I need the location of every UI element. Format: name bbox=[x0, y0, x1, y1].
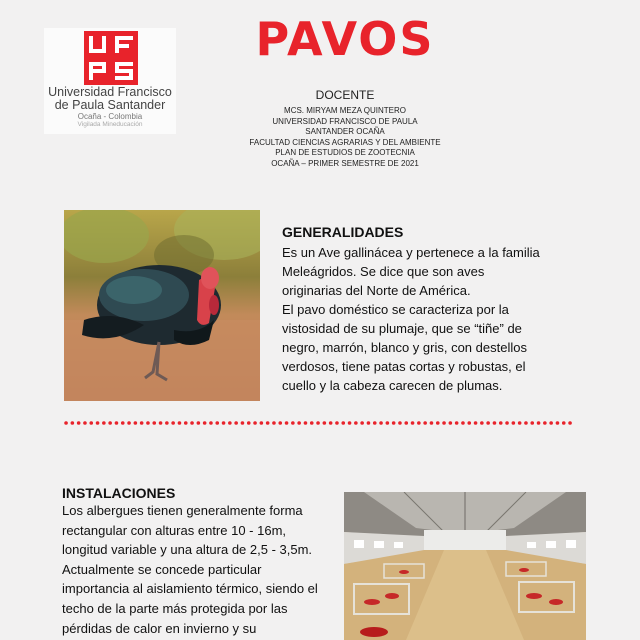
info-line: FACULTAD CIENCIAS AGRARIAS Y DEL AMBIENTE bbox=[249, 137, 441, 147]
paragraph-line: Es un Ave gallinácea y pertenece a la familia bbox=[282, 245, 540, 260]
docente-info bbox=[220, 106, 470, 169]
info-line: OCAÑA – PRIMER SEMESTRE DE 2021 bbox=[271, 158, 419, 168]
paragraph-line: importancia al aislamiento térmico, siendo el bbox=[62, 581, 318, 597]
paragraph-line: originarias del Norte de América. bbox=[282, 283, 471, 298]
info-line: MCS. MIRYAM MEZA QUINTERO bbox=[284, 106, 406, 115]
university-location: Ocaña - Colombia bbox=[77, 112, 143, 121]
paragraph-line: rectangular con alturas entre 10 - 16m, bbox=[62, 522, 287, 538]
university-logo bbox=[44, 28, 176, 134]
paragraph-line: Los albergues tienen generalmente forma bbox=[62, 503, 303, 518]
paragraph-line: Meleágridos. Se dice que son aves bbox=[282, 264, 485, 279]
turkey-photo bbox=[64, 210, 260, 401]
paragraph-line: vistosidad de su plumaje, que se “tiñe” de bbox=[282, 321, 522, 336]
ufps-logo-mark-icon bbox=[84, 31, 138, 85]
paragraph-line: El pavo doméstico se caracteriza por la bbox=[282, 302, 509, 317]
paragraph-line: verdosos, tiene patas cortas y robustas, el bbox=[282, 359, 526, 374]
section-heading-instalaciones: INSTALACIONES bbox=[62, 485, 176, 501]
university-name: Universidad Francisco de Paula Santander bbox=[48, 85, 172, 112]
poultry-barn-photo bbox=[344, 492, 586, 640]
paragraph-line: techo de la parte más protegida por las bbox=[62, 600, 288, 616]
paragraph-line: cuello y la cabeza carecen de plumas. bbox=[282, 378, 503, 393]
info-line: PLAN DE ESTUDIOS DE ZOOTECNIA bbox=[275, 148, 415, 157]
paragraph-line: Actualmente se concede particular bbox=[62, 561, 262, 577]
info-line: SANTANDER OCAÑA bbox=[305, 127, 385, 136]
university-tagline: Vigilada Mineducación bbox=[77, 121, 143, 128]
section-heading-generalidades: GENERALIDADES bbox=[282, 224, 404, 240]
page-title: PAVOS bbox=[255, 12, 435, 66]
section-text-generalidades bbox=[282, 243, 582, 395]
section-text-instalaciones bbox=[62, 501, 352, 638]
dotted-divider bbox=[64, 420, 576, 426]
info-line: UNIVERSIDAD FRANCISCO DE PAULA bbox=[272, 116, 418, 126]
paragraph-line: negro, marrón, blanco y gris, con destellos bbox=[282, 340, 527, 355]
docente-label: DOCENTE bbox=[315, 88, 375, 102]
paragraph-line: longitud variable y una altura de 2,5 - 3,5m. bbox=[62, 542, 313, 558]
paragraph-line: pérdidas de calor en invierno y su bbox=[62, 620, 257, 636]
